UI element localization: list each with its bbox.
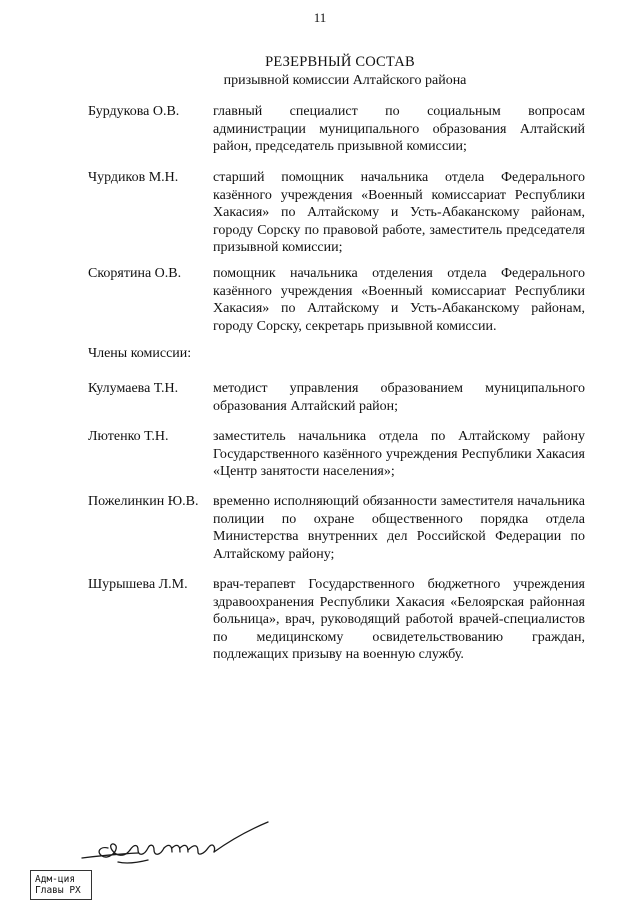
member-role: главный специалист по социальным вопросам администрации муниципального образования Алтайский район, председатель призывной комиссии;	[213, 104, 585, 154]
member-role: методист управления образованием муниципального образования Алтайский район;	[213, 381, 585, 414]
member-role: заместитель начальника отдела по Алтайскому району Государственного казённого учреждения Республики Хакасия «Центр занятости населения»;	[213, 429, 585, 479]
member-role: помощник начальника отделения отдела Федерального казённого учреждения «Военный комиссариат Республики Хакасия» по Алтайскому и Усть-Абаканскому районам, городу Сорску, секретарь призывной комиссии.	[213, 266, 585, 334]
handwritten-signature	[78, 818, 278, 878]
member-name: Кулумаева Т.Н.	[88, 381, 179, 396]
member-role: врач-терапевт Государственного бюджетного учреждения здравоохранения Республики Хакасия «Белоярская районная больница», врач, руководящий работой врачей-специалистов по медицинскому освидетельствованию граждан, подлежащих призыву на военную службу.	[213, 577, 585, 662]
member-role: временно исполняющий обязанности заместителя начальника полиции по охране общественного порядка отдела Министерства внутренних дел Российской Федерации по Алтайскому району;	[213, 494, 585, 562]
registration-stamp	[30, 870, 92, 900]
member-name: Бурдукова О.В.	[88, 104, 180, 119]
member-name: Шурышева Л.М.	[88, 577, 188, 592]
document-title: РЕЗЕРВНЫЙ СОСТАВ	[265, 54, 415, 70]
member-name: Пожелинкин Ю.В.	[88, 494, 199, 509]
member-name: Скорятина О.В.	[88, 266, 182, 281]
member-role: старший помощник начальника отдела Федерального казённого учреждения «Военный комиссариат Республики Хакасия» по Алтайскому и Усть-Абаканскому районам, городу Сорску по правовой работе, заместитель председателя призывной комиссии;	[213, 170, 585, 255]
member-name: Чурдиков М.Н.	[88, 170, 179, 185]
stamp-line: Адм-ция	[35, 874, 76, 885]
member-name: Лютенко Т.Н.	[88, 429, 169, 444]
document-subtitle: призывной комиссии Алтайского района	[223, 73, 467, 88]
page-number: 11	[313, 10, 327, 25]
stamp-line: Главы РХ	[35, 885, 81, 896]
members-section-label: Члены комиссии:	[88, 346, 192, 361]
